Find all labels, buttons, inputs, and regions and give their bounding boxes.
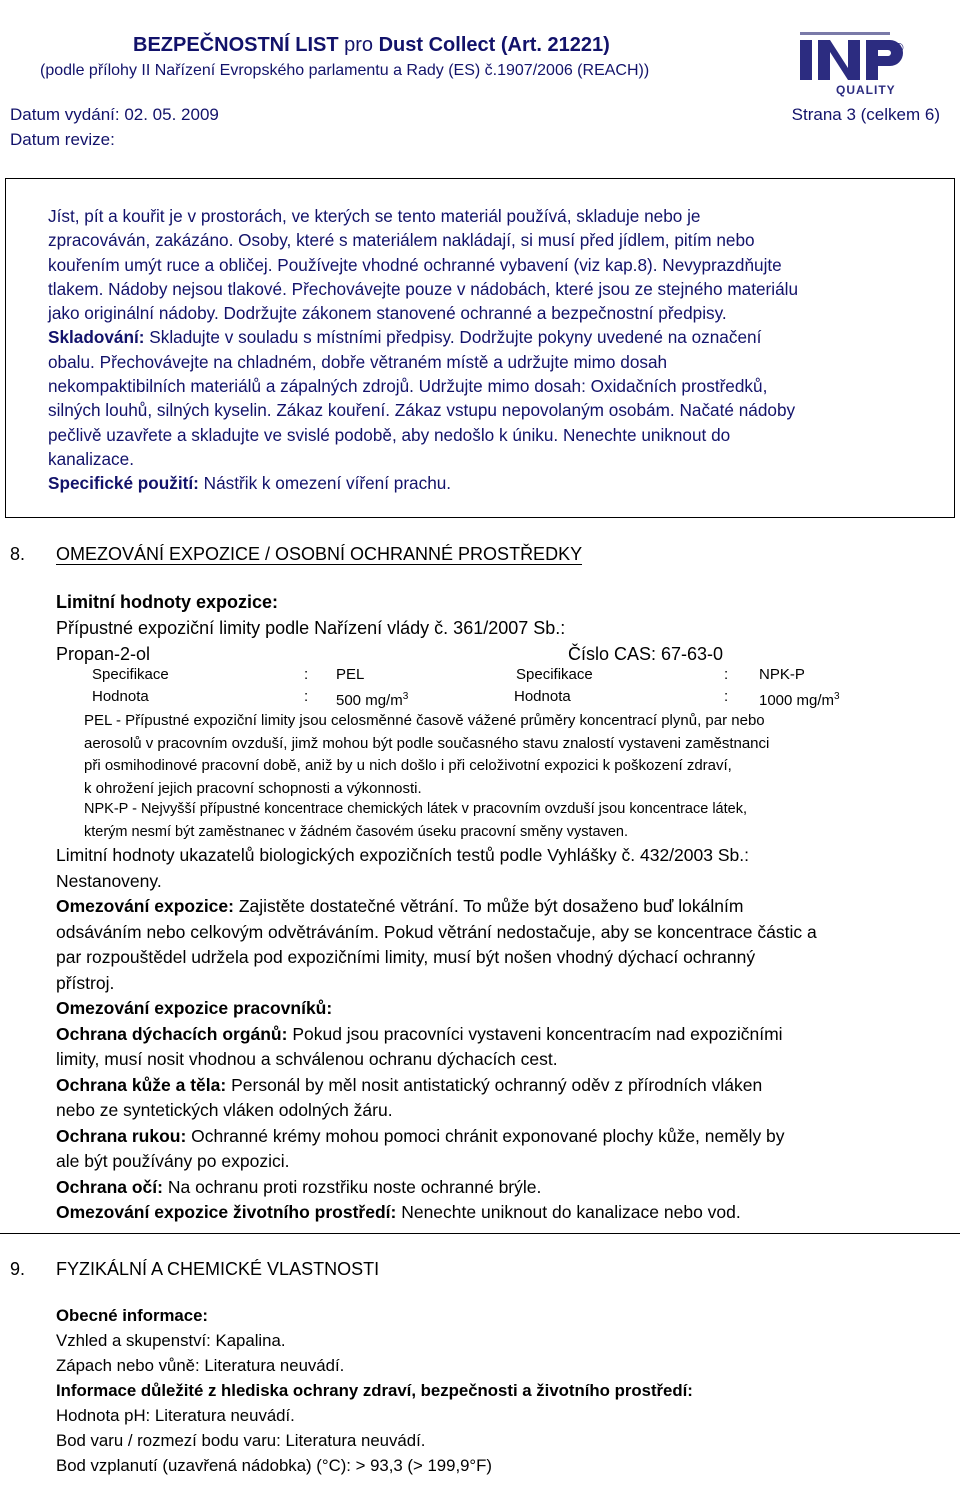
cas-number: Číslo CAS: 67-63-0 bbox=[568, 644, 724, 664]
svg-text:®: ® bbox=[894, 40, 904, 55]
limits-table bbox=[92, 664, 942, 708]
company-logo bbox=[798, 26, 918, 98]
respiratory-label: Ochrana dýchacích orgánů: bbox=[56, 1023, 288, 1044]
document-subtitle: (podle přílohy II Nařízení Evropského parlamentu a Rady (ES) č.1907/2006 (REACH)) bbox=[40, 62, 650, 79]
limits-block: Limitní hodnoty expozice: Přípustné expoziční limity podle Nařízení vlády č. 361/2007 Sb.: Propan-2-ol bbox=[56, 592, 566, 664]
pel-note: PEL - Přípustné expoziční limity jsou celosměnné časově vážené průměry koncentrací plynů, par nebo aerosolů v pracovním ovzduší, jimž mohou být podle současného stavu znalostí vystaveni zaměstnanci při osmihodinové pracovní době, aniž by u nich došlo i při celoživotní expozici k poškození zdraví, k ohrožení jejich pracovní schopnosti a výkonnosti. bbox=[84, 712, 770, 797]
physical-properties: Obecné informace: Vzhled a skupenství: Kapalina. Zápach nebo vůně: Literatura neuvádí. Informace důležité z hlediska ochrany zdraví, bezpečnosti a životního prostředí: Hodnota pH: Literatura neuvádí. Bod varu / rozmezí bodu varu: Literatura neuvádí. Bod vzplanutí (uzavřená nádobka) (°C): > 93,3 (> 199,9°F) bbox=[56, 1306, 693, 1475]
exposure-block: Limitní hodnoty ukazatelů biologických expozičních testů podle Vyhlášky č. 432/2003 Sb.: Nestanoveny. Omezování expozice: Zajistěte dostatečné větrání. To může být dosaženo buď lokálním odsáváním nebo celkovým odvětráváním. Pokud větrání nedostačuje, aby se koncentrace částic a par rozpouštědel udržela pod expozičními limity, musí být nošen vhodný dýchací ochranný přístroj. Omezování expozice pracovníků: Ochrana dýchacích orgánů: Pokud jsou pracovníci vystaveni koncentracím nad expozičními limity, musí nosit vhodnou a schválenou ochranu dýchacích cest. Ochrana kůže a těla: Personál by měl nosit antistatický ochranný oděv z přírodních vláken nebo ze syntetických vláken odolných žáru. Ochrana rukou: Ochranné krémy mohou pomoci chránit exponované plochy kůže, neměly by ale být používány po expozici. Ochrana očí: Na ochranu proti rozstřiku noste ochranné brýle. Omezování expozice životního prostředí: Nenechte uniknout do kanalizace nebo vod. bbox=[56, 845, 817, 1222]
limits-row-value: Hodnota : 500 $mg/m^3$ Hodnota : 1000 $mg/m^3$ bbox=[92, 688, 840, 709]
handling-paragraph: Jíst, pít a kouřit je v prostorách, ve kterých se tento materiál používá, skladuje nebo je zpracováván, zakázáno. Osoby, které s materiálem nakládají, si musí před jídlem, pitím nebo kouřením umýt ruce a obličej. Používejte vhodné ochranné vybavení (viz kap.8). Nevyprazdňujte tlakem. Nádoby nejsou tlakové. Přechovávejte pouze v nádobách, které jsou ze stejného materiálu jako originální nádoby. Dodržujte zákonem stanovené ochranné a bezpečnostní předpisy. Skladování: Skladujte v souladu s místními předpisy. Dodržujte pokyny uvedené na označení obalu. Přechovávejte na chladném, dobře větraném místě a udržujte mimo dosah nekompaktibilních materiálů a zápalných zdrojů. Udržujte mimo dosah: Oxidačních prostředků, silných louhů, silných kyselin. Zákaz kouření. Zákaz vstupu nepovolaným osobám. Načaté nádoby pečlivě uzavřete a skladujte ve svislé podobě, aby nedošlo k úniku. Nenechte uniknout do kanalizace. Specifické použití: Nástřik k omezení víření prachu. bbox=[48, 206, 799, 494]
page-number: Strana 3 (celkem 6) bbox=[791, 105, 940, 124]
section-8-title: OMEZOVÁNÍ EXPOZICE / OSOBNÍ OCHRANNÉ PROSTŘEDKY bbox=[56, 544, 583, 564]
skin-label: Ochrana kůže a těla: bbox=[56, 1074, 227, 1095]
workers-label: Omezování expozice pracovníků: bbox=[56, 998, 333, 1018]
npk-note: NPK-P - Nejvyšší přípustné koncentrace chemických látek v pracovním ovzduší jsou koncentrace látek, kterým nesmí být zaměstnanec v žádném časovém úseku pracovní směny vystaven. bbox=[84, 801, 747, 840]
section-divider bbox=[0, 1233, 960, 1234]
exposure-label: Omezování expozice: bbox=[56, 896, 234, 916]
section-9-title: FYZIKÁLNÍ A CHEMICKÉ VLASTNOSTI bbox=[56, 1259, 380, 1279]
document-title: BEZPEČNOSTNÍ LIST pro Dust Collect (Art. 21221) bbox=[133, 34, 610, 56]
section-8-number: 8. bbox=[10, 544, 26, 564]
environment-label: Omezování expozice životního prostředí: bbox=[56, 1202, 397, 1222]
section-9-number: 9. bbox=[10, 1259, 26, 1279]
date-issued: Datum vydání: 02. 05. 2009 bbox=[10, 105, 219, 124]
limits-row-spec: Specifikace : PEL Specifikace : NPK-P bbox=[92, 666, 805, 683]
specific-use-label: Specifické použití: bbox=[48, 473, 199, 494]
date-revised: Datum revize: bbox=[10, 130, 115, 149]
svg-text:QUALITY: QUALITY bbox=[836, 83, 896, 97]
hands-label: Ochrana rukou: bbox=[56, 1125, 187, 1146]
eyes-label: Ochrana očí: bbox=[56, 1176, 163, 1197]
storage-label: Skladování: bbox=[48, 327, 145, 348]
